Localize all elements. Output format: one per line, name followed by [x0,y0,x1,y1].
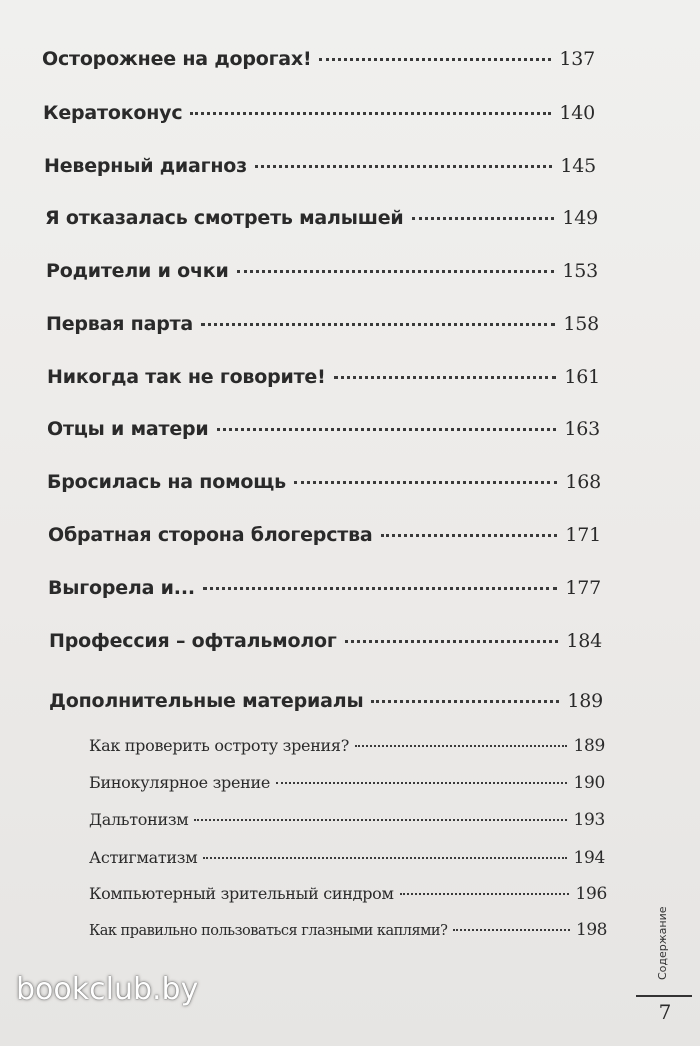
toc-entry-title: Родители и очки [46,260,229,282]
toc-entry [49,630,602,652]
toc-subentry-page: 189 [573,736,605,756]
toc-subentry [89,848,605,868]
dot-leader [201,323,555,326]
toc-subentry-title: Бинокулярное зрение [89,773,271,792]
toc-subentry-title: Дальтонизм [89,810,189,829]
toc-entry [49,690,603,712]
toc-subentry [89,736,605,756]
toc-subentry-page: 194 [573,848,605,868]
dot-leader [294,481,557,484]
dot-leader [237,270,555,273]
toc-entry-title: Никогда так не говорите! [47,366,326,388]
running-head-rule [636,995,692,997]
dot-leader [319,58,551,61]
running-head-label: Содержание [656,906,669,980]
dot-leader [453,929,570,931]
watermark: bookclub.by [16,972,199,1007]
toc-subentry-title: Как проверить остроту зрения? [89,736,349,755]
toc-entry-page: 149 [562,207,598,229]
toc-entry [48,577,601,599]
toc-subentry [89,884,607,904]
toc-subentry-page: 190 [573,773,605,793]
toc-entry [47,366,600,388]
toc-entry-title: Я отказалась смотреть малышей [45,207,404,229]
dot-leader [255,165,552,168]
toc-entry [47,418,600,440]
toc-entry [48,524,601,546]
dot-leader [345,640,559,643]
toc-entry-page: 184 [566,630,602,652]
dot-leader [355,745,567,747]
toc-entry-page: 145 [560,155,596,177]
toc-entry-title: Кератоконус [43,102,183,124]
toc-entry-title: Выгорела и... [48,577,195,599]
dot-leader [203,857,567,859]
dot-leader [400,893,570,895]
toc-entry-title: Бросилась на помощь [47,471,286,493]
toc-entry [46,260,598,282]
toc-subentry [89,810,605,830]
toc-subentry-title: Астигматизм [89,848,198,867]
dot-leader [276,782,567,784]
toc-entry-title: Первая парта [46,313,194,335]
toc-entry-title: Отцы и матери [47,418,209,440]
dot-leader [381,534,558,537]
toc-entry [47,471,601,493]
toc-subentry-page: 193 [573,810,605,830]
toc-subentry-page: 196 [575,884,607,904]
toc-entry [42,48,595,70]
dot-leader [194,819,567,821]
toc-entry-title: Неверный диагноз [44,155,247,177]
toc-entry-page: 140 [559,102,595,124]
dot-leader [371,700,559,703]
toc-entry-page: 137 [559,48,595,70]
toc-entry-title: Дополнительные материалы [49,690,364,712]
toc-entry-page: 153 [562,260,598,282]
toc-entry-page: 158 [563,313,599,335]
toc-subentry-title: Компьютерный зрительный синдром [89,884,394,903]
dot-leader [190,112,551,115]
dot-leader [334,376,557,379]
toc-entry-title: Профессия – офтальмолог [49,630,337,652]
toc-entry-title: Обратная сторона блогерства [48,524,373,546]
toc-subentry-title: Как правильно пользоваться глазными каплями? [89,923,448,939]
toc-entry-page: 163 [564,418,600,440]
toc-entry-page: 168 [565,471,601,493]
toc-entry [46,313,599,335]
toc-entry [45,207,598,229]
toc-entry-title: Осторожнее на дорогах! [42,48,312,70]
toc-entry [43,102,595,124]
toc-entry [44,155,596,177]
toc-subentry [89,920,607,940]
toc-subentry [89,773,605,793]
page-number: 7 [658,1000,672,1024]
toc-entry-page: 161 [564,366,600,388]
toc-entry-page: 171 [565,524,601,546]
dot-leader [412,217,555,220]
toc-entry-page: 189 [567,690,603,712]
toc-entry-page: 177 [565,577,601,599]
dot-leader [217,428,557,431]
toc-subentry-page: 198 [576,920,607,940]
dot-leader [203,587,557,590]
